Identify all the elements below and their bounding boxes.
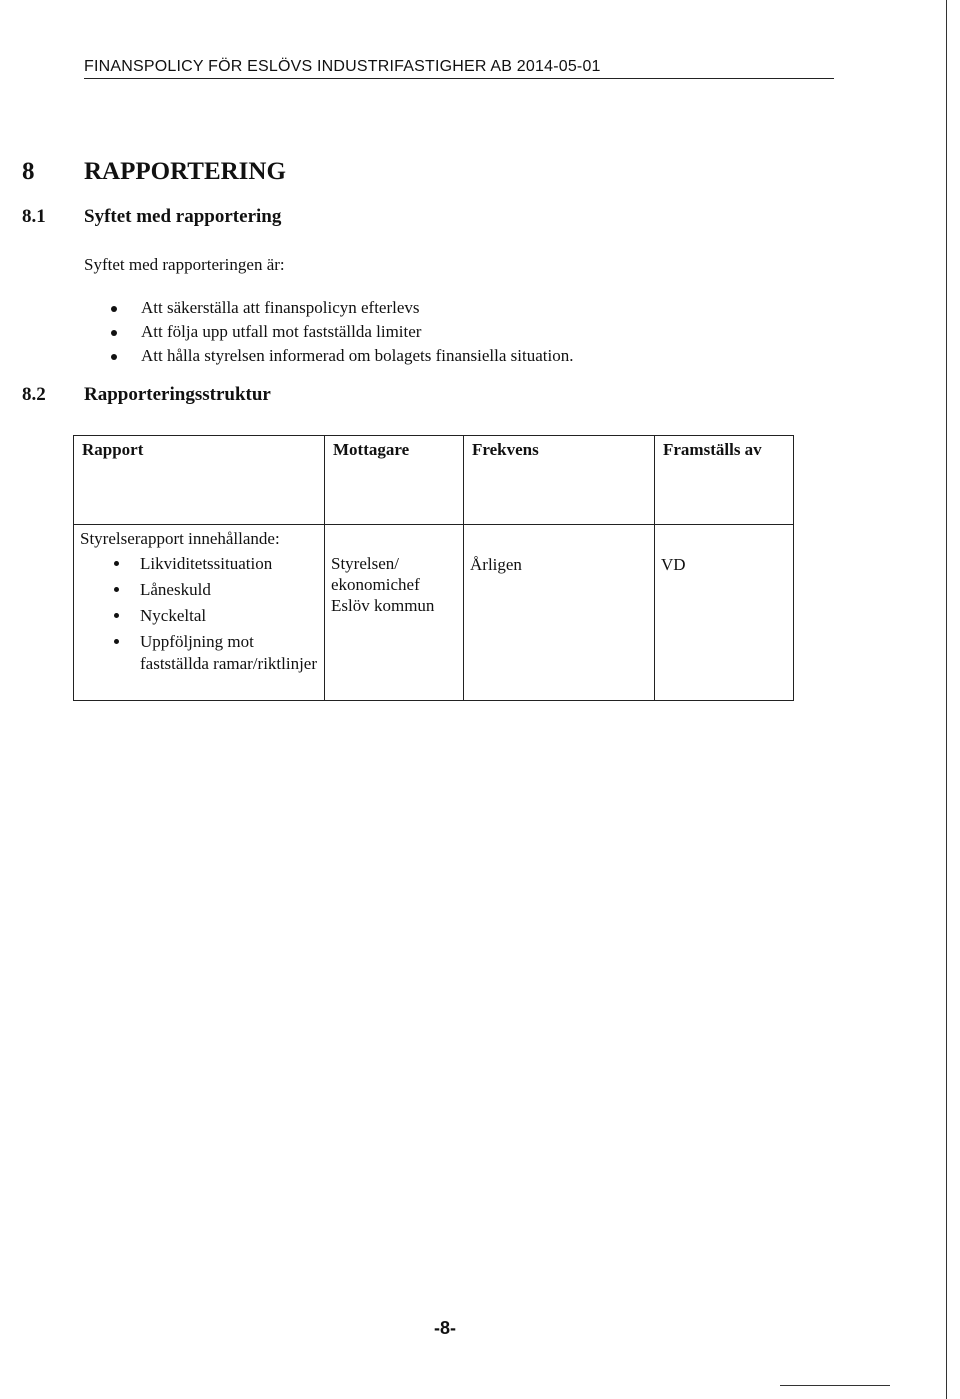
list-item-text: Låneskuld	[140, 580, 211, 599]
document-header: FINANSPOLICY FÖR ESLÖVS INDUSTRIFASTIGHER AB 2014-05-01	[84, 58, 601, 75]
recipient-line: Eslöv kommun	[331, 596, 435, 615]
intro-paragraph: Syftet med rapporteringen är:	[84, 255, 285, 274]
subsection-title: Rapporteringsstruktur	[84, 384, 271, 405]
section-title: RAPPORTERING	[84, 158, 286, 185]
subsection-number: 8.1	[22, 206, 46, 227]
recipient-line: Styrelsen/	[331, 554, 399, 573]
list-item-text: Att hålla styrelsen informerad om bolagets finansiella situation.	[141, 346, 574, 365]
purpose-list	[103, 296, 573, 368]
list-item	[80, 631, 318, 675]
cell-mottagare	[325, 525, 464, 701]
list-item-text: Uppföljning mot fastställda ramar/riktlinjer	[140, 632, 318, 673]
recipient-line: ekonomichef	[331, 575, 420, 594]
bullet-icon	[114, 587, 119, 592]
list-item	[103, 320, 573, 344]
bullet-icon	[114, 561, 119, 566]
bullet-icon	[111, 330, 117, 336]
report-title: Styrelserapport innehållande:	[80, 529, 280, 548]
column-header-framstalls-av: Framställs av	[655, 436, 794, 525]
list-item	[80, 553, 318, 575]
reporting-structure-table	[73, 435, 794, 701]
bullet-icon	[111, 354, 117, 360]
subsection-title: Syftet med rapportering	[84, 206, 282, 227]
table-row	[74, 525, 794, 701]
bullet-icon	[114, 639, 119, 644]
bullet-icon	[111, 306, 117, 312]
list-item	[80, 605, 318, 627]
column-header-frekvens: Frekvens	[464, 436, 655, 525]
list-item-text: Nyckeltal	[140, 606, 207, 625]
list-item-text: Att säkerställa att finanspolicyn efterlevs	[141, 298, 420, 317]
cell-framstalls-av: VD	[655, 525, 794, 701]
report-contents-list	[80, 553, 318, 675]
column-header-mottagare: Mottagare	[325, 436, 464, 525]
cell-frekvens: Årligen	[464, 525, 655, 701]
subsection-number: 8.2	[22, 384, 46, 405]
section-number: 8	[22, 158, 35, 185]
header-rule	[84, 78, 834, 79]
bullet-icon	[114, 613, 119, 618]
column-header-rapport: Rapport	[74, 436, 325, 525]
list-item	[103, 344, 573, 368]
cell-rapport	[74, 525, 325, 701]
page-number: -8-	[434, 1318, 456, 1338]
table-header-row	[74, 436, 794, 525]
list-item-text: Att följa upp utfall mot fastställda limiter	[141, 322, 422, 341]
list-item	[103, 296, 573, 320]
list-item-text: Likviditetssituation	[140, 554, 273, 573]
list-item	[80, 579, 318, 601]
footer-rule	[780, 1385, 890, 1386]
page-edge-line	[946, 0, 947, 1399]
